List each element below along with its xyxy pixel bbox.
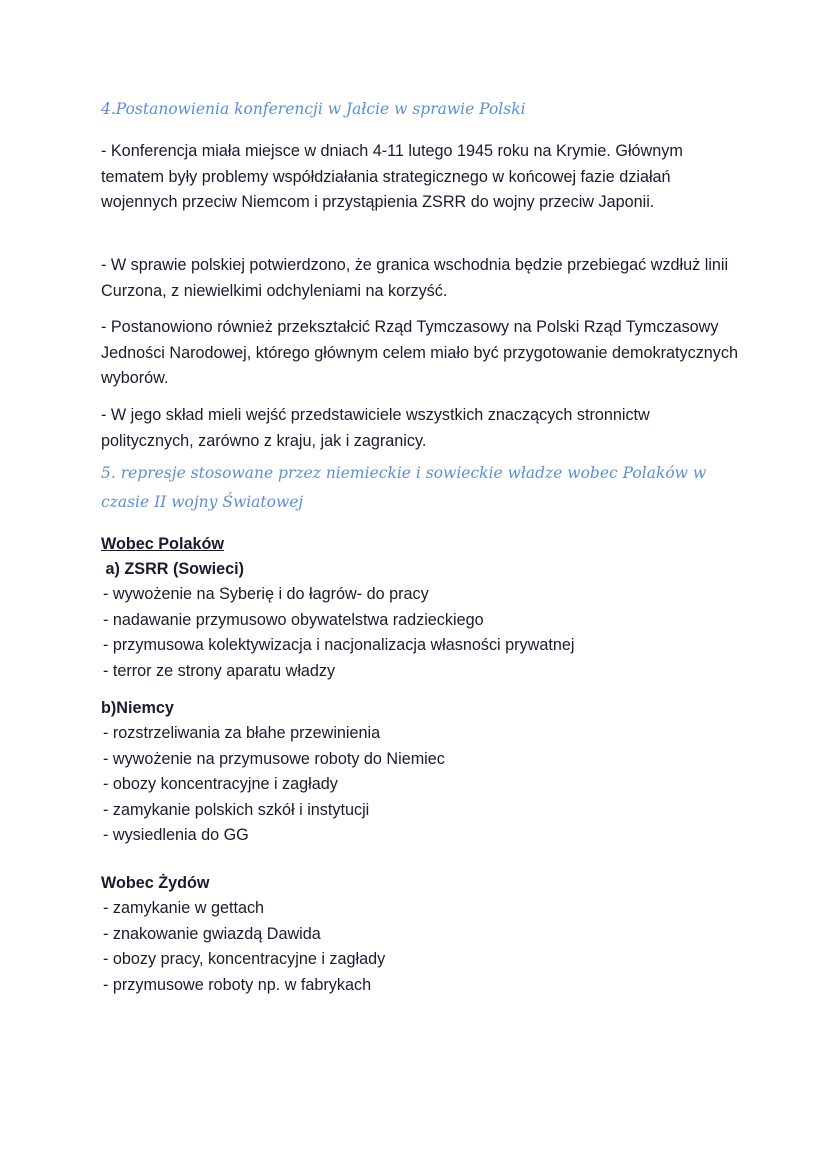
- list-item: - wywożenie na Syberię i do łagrów- do pracy: [103, 585, 429, 603]
- niemcy-list: [103, 721, 445, 849]
- list-item: - obozy koncentracyjne i zagłady: [103, 775, 338, 794]
- list-item: - przymusowa kolektywizacja i nacjonalizacja własności prywatnej: [103, 636, 575, 655]
- paragraph-government: - Postanowiono również przekształcić Rząd Tymczasowy na Polski Rząd Tymczasowy Jedności Narodowej, którego głównym celem miało być przygotowanie demokratycznych wyborów.: [101, 318, 738, 387]
- list-item: - terror ze strony aparatu władzy: [103, 661, 336, 680]
- list-item: - rozstrzeliwania za błahe przewinienia: [103, 724, 381, 742]
- list-item: - znakowanie gwiazdą Dawida: [103, 924, 321, 943]
- list-item: - przymusowe roboty np. w fabrykach: [103, 975, 372, 994]
- section-5-heading-line1: 5. represje stosowane przez niemieckie i sowieckie władze wobec Polaków w: [101, 464, 707, 482]
- zsrr-title: a) ZSRR (Sowieci): [101, 560, 245, 578]
- paragraph-composition: - W jego skład mieli wejść przedstawiciele wszystkich znaczących stronnictw politycznych, zarówno z kraju, jak i zagranicy.: [101, 406, 650, 450]
- list-item: - wysiedlenia do GG: [103, 826, 249, 845]
- wobec-zydow-title: Wobec Żydów: [101, 874, 210, 892]
- list-item: - zamykanie polskich szkół i instytucji: [103, 800, 370, 819]
- section-5-heading-line2: czasie II wojny Światowej: [101, 493, 304, 511]
- list-item: - obozy pracy, koncentracyjne i zagłady: [103, 950, 386, 969]
- section-4-heading: 4.Postanowienia konferencji w Jałcie w sprawie Polski: [101, 100, 526, 118]
- wobec-polakow-title: Wobec Polaków: [101, 535, 224, 553]
- list-item: - zamykanie w gettach: [103, 899, 265, 917]
- paragraph-border: - W sprawie polskiej potwierdzono, że granica wschodnia będzie przebiegać wzdłuż linii Curzona, z niewielkimi odchyleniami na korzyść.: [101, 256, 729, 300]
- zsrr-list: [103, 582, 574, 684]
- list-item: - nadawanie przymusowo obywatelstwa radzieckiego: [103, 610, 484, 629]
- list-item: - wywożenie na przymusowe roboty do Niemiec: [103, 749, 445, 768]
- zydow-list: [103, 896, 385, 998]
- paragraph-conference: - Konferencja miała miejsce w dniach 4-11 lutego 1945 roku na Krymie. Głównym tematem były problemy współdziałania strategicznego w końcowej fazie działań wojennych przeciw Niemcom i przystąpienia ZSRR do wojny przeciw Japonii.: [101, 142, 683, 211]
- niemcy-title: b)Niemcy: [101, 699, 174, 717]
